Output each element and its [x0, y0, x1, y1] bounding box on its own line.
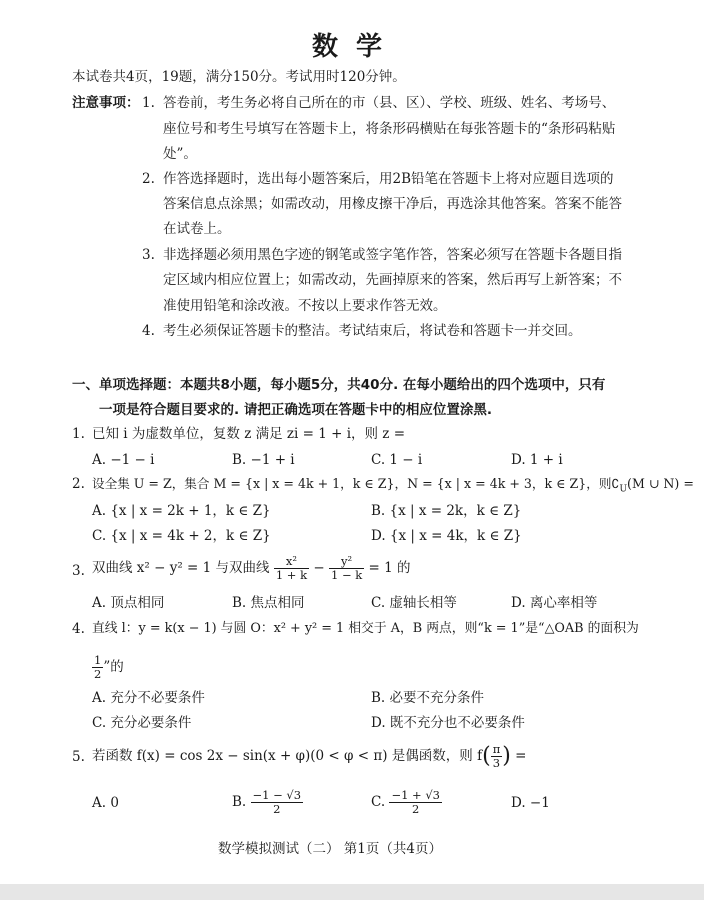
- fraction-denominator: 2: [94, 667, 102, 681]
- option-a: A. 0: [92, 795, 119, 811]
- notice-item-number: 2.: [142, 171, 155, 187]
- option-c: C. 虚轴长相等: [371, 595, 457, 611]
- option-c: C. 充分必要条件: [92, 715, 192, 731]
- question-number: 3.: [72, 563, 85, 579]
- notice-item-line: 在试卷上。: [163, 221, 231, 237]
- page-title: 数学: [312, 32, 401, 62]
- notice-item-line: 准使用铅笔和涂改液。不按以上要求作答无效。: [163, 298, 447, 314]
- fraction-numerator: −1 + √3: [391, 788, 440, 802]
- question-number: 5.: [72, 749, 85, 765]
- fraction-denominator: 1 + k: [275, 568, 308, 582]
- question-stem: [92, 736, 526, 777]
- notice-label: 注意事项：: [72, 95, 140, 111]
- fraction: [329, 555, 364, 582]
- notice-item-line: 非选择题必须用黑色字迹的钢笔或签字笔作答，答案必须写在答题卡各题目指: [163, 247, 622, 263]
- stem-end: ”的: [103, 659, 124, 675]
- question-stem: [92, 548, 410, 588]
- question-stem: 已知 i 为虚数单位，复数 z 满足 zi = 1 + i，则 z =: [92, 426, 406, 442]
- option-d: D. −1: [511, 795, 550, 811]
- fraction-numerator: 1: [94, 653, 102, 667]
- stem-text: 设全集 U = Z，集合 M = {x | x = 4k + 1，k ∈ Z}，N = {x | x = 4k + 3，k ∈ Z}，则∁: [92, 476, 620, 491]
- question-number: 1.: [72, 426, 85, 442]
- fraction-denominator: 1 − k: [330, 568, 363, 582]
- option-a: A. 顶点相同: [92, 595, 165, 611]
- fraction-pi-over-3: [491, 743, 503, 770]
- cut-off-header: [150, 0, 580, 4]
- notice-item-number: 3.: [142, 247, 155, 263]
- option-b: B. 焦点相同: [232, 595, 305, 611]
- notice-item-number: 1.: [142, 95, 155, 111]
- fraction-denominator: 3: [492, 756, 501, 770]
- option-c: C. {x | x = 4k + 2，k ∈ Z}: [92, 528, 271, 544]
- option-a: A. 充分不必要条件: [92, 690, 205, 706]
- option-d: D. 1 + i: [511, 452, 563, 468]
- fraction: [274, 555, 309, 582]
- section-heading: 一、单项选择题：本题共8小题，每小题5分，共40分. 在每小题给出的四个选项中，只有: [72, 377, 606, 393]
- notice-item-line: 答卷前，考生务必将自己所在的市（县、区）、学校、班级、姓名、考场号、: [163, 95, 616, 111]
- fraction-numerator: −1 − √3: [252, 788, 302, 802]
- left-paren: (: [482, 743, 491, 769]
- stem-end: (M ∪ N) =: [627, 476, 694, 491]
- notice-item-line: 答案信息点涂黑；如需改动，用橡皮擦干净后，再选涂其他答案。答案不能答: [163, 196, 622, 212]
- option-b: [232, 782, 303, 822]
- subscript-u: U: [619, 484, 628, 495]
- option-b: B. {x | x = 2k，k ∈ Z}: [371, 503, 522, 519]
- stem-text: 若函数 f(x) = cos 2x − sin(x + φ)(0 < φ < π) 是偶函数，则 f: [92, 748, 483, 764]
- section-heading-line2: 一项是符合题目要求的. 请把正确选项在答题卡中的相应位置涂黑.: [99, 402, 492, 418]
- fraction-denominator: 2: [412, 802, 420, 816]
- notice-item-number: 4.: [142, 323, 155, 339]
- fraction: [251, 789, 304, 816]
- notice-item-line: 作答选择题时，选出每小题答案后，用2B铅笔在答题卡上将对应题目选项的: [163, 171, 614, 187]
- fraction-numerator: y²: [329, 555, 364, 569]
- fraction-numerator: x²: [274, 555, 309, 569]
- question-stem: [92, 475, 694, 499]
- stem-end: =: [515, 748, 527, 764]
- question-number: 2.: [72, 476, 85, 492]
- option-b: B. 必要不充分条件: [371, 690, 485, 706]
- page-footer: 数学模拟测试（二） 第1页（共4页）: [218, 841, 442, 857]
- stem-end: = 1 的: [368, 560, 411, 576]
- option-a: A. {x | x = 2k + 1，k ∈ Z}: [92, 503, 271, 519]
- option-c: [371, 782, 442, 822]
- fraction: [389, 789, 442, 816]
- option-label: C.: [371, 794, 386, 810]
- exam-intro: 本试卷共4页，19题，满分150分。考试用时120分钟。: [72, 69, 406, 85]
- question-stem: 直线 l：y = k(x − 1) 与圆 O：x² + y² = 1 相交于 A，B 两点，则“k = 1”是“△OAB 的面积为: [92, 621, 639, 636]
- fraction-denominator: 2: [273, 802, 281, 816]
- question-stem-continued: [92, 650, 124, 684]
- minus-sign: −: [313, 560, 325, 576]
- fraction-one-half: [92, 654, 103, 681]
- notice-item-line: 定区域内相应位置上；如需改动，先画掉原来的答案，然后再写上新答案；不: [163, 272, 622, 288]
- question-number: 4.: [72, 621, 85, 637]
- option-d: D. 离心率相等: [511, 595, 598, 611]
- option-d: D. {x | x = 4k，k ∈ Z}: [371, 528, 522, 544]
- page-bottom-edge: [0, 884, 704, 900]
- right-paren: ): [502, 743, 511, 769]
- option-a: A. −1 − i: [92, 452, 155, 468]
- option-b: B. −1 + i: [232, 452, 295, 468]
- option-c: C. 1 − i: [371, 452, 423, 468]
- notice-item-line: 考生必须保证答题卡的整洁。考试结束后，将试卷和答题卡一并交回。: [163, 323, 582, 339]
- option-label: B.: [232, 794, 247, 810]
- fraction-numerator: π: [492, 742, 501, 756]
- notice-item-line: 座位号和考生号填写在答题卡上，将条形码横贴在每张答题卡的“条形码粘贴: [163, 121, 616, 137]
- stem-text: 双曲线 x² − y² = 1 与双曲线: [92, 560, 270, 576]
- notice-item-line: 处”。: [163, 146, 197, 162]
- option-d: D. 既不充分也不必要条件: [371, 715, 525, 731]
